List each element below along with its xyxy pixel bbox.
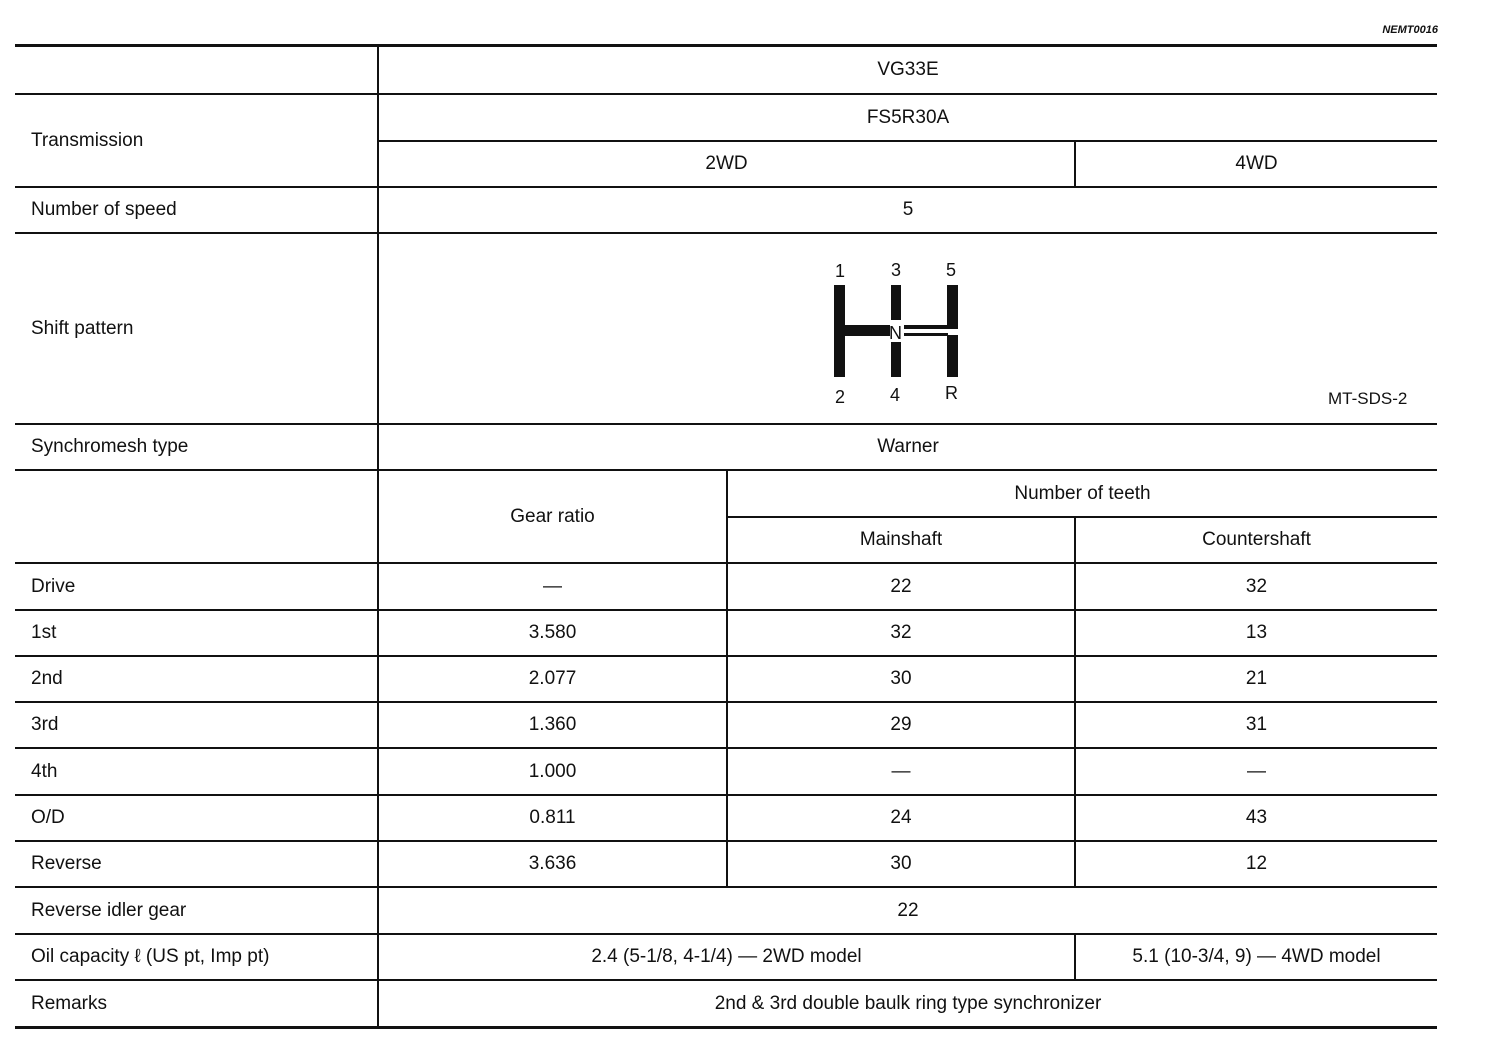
gear-row-label: Drive [31, 575, 76, 597]
remarks-value: 2nd & 3rd double baulk ring type synchronizer [714, 992, 1102, 1014]
shift-pattern-label: Shift pattern [31, 317, 134, 339]
countershaft-value: 12 [1245, 853, 1268, 874]
gear-ratio-value: — [543, 575, 562, 597]
countershaft-value: — [1247, 760, 1266, 782]
column-4wd: 4WD [1235, 153, 1278, 174]
mainshaft-value: 32 [890, 622, 912, 643]
gear-ratio-value: 1.000 [528, 760, 577, 782]
gate-bar-3-4-lower [891, 342, 901, 377]
countershaft-header: Countershaft [1202, 529, 1311, 550]
gear-ratio-header: Gear ratio [510, 505, 595, 527]
shift-pattern-diagram [820, 255, 980, 410]
gate-bar-5 [947, 285, 958, 327]
countershaft-value: 31 [1245, 714, 1268, 735]
document-reference: NEMT0016 [1382, 24, 1438, 36]
gear-label-reverse: R [945, 383, 958, 403]
gear-ratio-value: 3.636 [528, 853, 577, 874]
num-speed-value: 5 [902, 199, 914, 220]
gear-label-neutral: N [889, 323, 902, 343]
mainshaft-value: 30 [890, 668, 912, 689]
gear-ratio-value: 2.077 [528, 668, 577, 689]
mainshaft-value: 22 [890, 575, 912, 597]
gear-label-1: 1 [835, 261, 846, 281]
countershaft-value: 32 [1245, 575, 1268, 597]
gear-label-5: 5 [946, 260, 957, 280]
gear-row-label: 3rd [31, 714, 59, 735]
synchromesh-label: Synchromesh type [31, 436, 189, 457]
mainshaft-header: Mainshaft [859, 529, 943, 550]
gear-ratio-value: 1.360 [528, 714, 577, 735]
mainshaft-value: 30 [890, 853, 912, 874]
num-speed-label: Number of speed [31, 199, 177, 220]
gear-label-3: 3 [891, 260, 902, 280]
gate-crossbar-left [834, 325, 890, 336]
engine-model: VG33E [877, 58, 939, 80]
gear-label-2: 2 [835, 387, 846, 407]
mainshaft-value: 29 [890, 714, 912, 735]
synchromesh-value: Warner [877, 436, 939, 457]
gate-bar-r [947, 335, 958, 377]
figure-id: MT-SDS-2 [1328, 389, 1408, 408]
countershaft-value: 13 [1245, 622, 1268, 643]
transmission-model: FS5R30A [866, 106, 950, 128]
gate-bar-3-4 [891, 285, 901, 320]
shift-pattern-svg [820, 255, 980, 410]
countershaft-value: 21 [1245, 668, 1268, 689]
transmission-label: Transmission [31, 129, 144, 151]
gear-row-label: O/D [31, 807, 65, 828]
gear-row-label: Reverse [31, 853, 102, 874]
column-2wd: 2WD [705, 153, 748, 174]
gear-row-label: 1st [31, 622, 57, 643]
reverse-idler-label: Reverse idler gear [31, 899, 187, 921]
gate-crossbar-right-bottom [904, 333, 948, 336]
reverse-idler-value: 22 [897, 899, 919, 921]
oil-capacity-label: Oil capacity ℓ (US pt, Imp pt) [31, 946, 270, 967]
gate-crossbar-right-top [904, 325, 958, 329]
gear-row-label: 4th [31, 760, 58, 782]
gear-row-label: 2nd [31, 668, 63, 689]
gear-ratio-value: 0.811 [529, 807, 576, 828]
table-bottom-border [15, 1026, 1437, 1029]
number-of-teeth-header: Number of teeth [1014, 482, 1151, 504]
oil-capacity-2wd: 2.4 (5-1/8, 4-1/4) — 2WD model [591, 946, 862, 967]
countershaft-value: 43 [1245, 807, 1268, 828]
mainshaft-value: 24 [890, 807, 912, 828]
remarks-label: Remarks [31, 992, 108, 1014]
gear-label-4: 4 [890, 385, 901, 405]
gear-ratio-value: 3.580 [528, 622, 577, 643]
mainshaft-value: — [891, 760, 911, 782]
oil-capacity-4wd: 5.1 (10-3/4, 9) — 4WD model [1132, 946, 1381, 967]
